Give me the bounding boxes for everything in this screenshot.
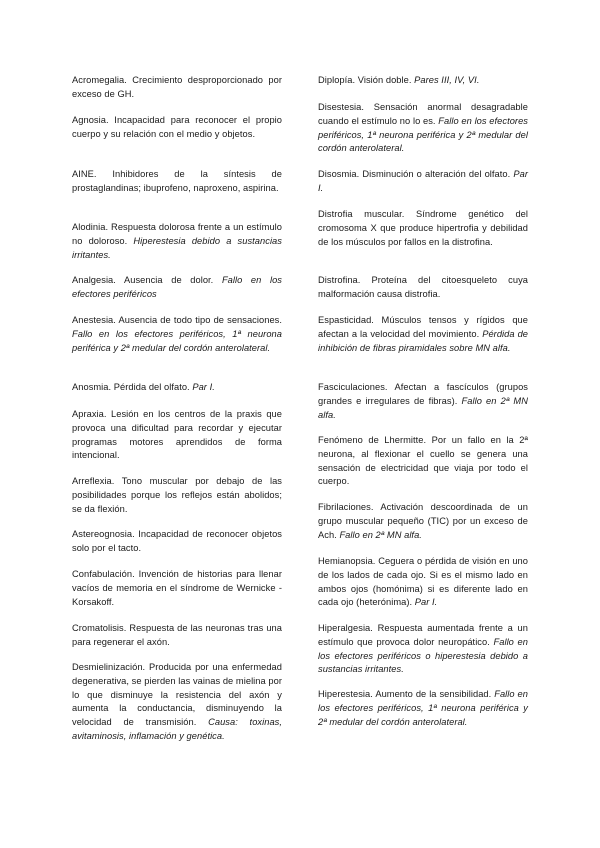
entry-astereognosia: Astereognosia. Incapacidad de reconocer objetos solo por el tacto. [72, 529, 282, 553]
entry-diplopia: Diplopía. Visión doble. Pares III, IV, VI. [318, 75, 480, 86]
entry-aine: AINE. Inhibidores de la síntesis de prostaglandinas; ibuprofeno, naproxeno, aspirina. [72, 169, 282, 193]
entry-confabulacion: Confabulación. Invención de historias para llenar vacíos de memoria en el síndrome de Wernicke - Korsakoff. [72, 569, 282, 607]
entry-cromatolisis: Cromatolisis. Respuesta de las neuronas tras una para regenerar el axón. [72, 623, 282, 647]
entry-apraxia: Apraxia. Lesión en los centros de la praxis que provoca una dificultad para recordar y ejecutar programas motores aprendidos de forma intencional. [72, 409, 282, 461]
entry-alodinia: Alodinia. Respuesta dolorosa frente a un estímulo no doloroso. Hiperestesia debido a sustancias irritantes. [72, 222, 282, 260]
entry-fenomeno-lhermitte: Fenómeno de Lhermitte. Por un fallo en la 2ª neurona, al flexionar el cuello se genera una sensación de electricidad que viaja por todo el cuerpo. [318, 435, 528, 487]
entry-disestesia: Disestesia. Sensación anormal desagradable cuando el estímulo no lo es. Fallo en los efectores periféricos, 1ª neurona periférica y 2ª medular del cordón anterolateral. [318, 102, 529, 154]
entry-disosmia: Disosmia. Disminución o alteración del olfato. Par I. [318, 169, 529, 193]
entry-desmielinizacion: Desmielinización. Producida por una enfermedad degenerativa, se pierden las vainas de mielina por lo que disminuye la resistencia del axón y aumenta la conductancia, disminuyendo la velocidad de transmisión. Causa: toxinas, avitaminosis, inflamación y genética. [72, 662, 282, 741]
entry-anestesia: Anestesia. Ausencia de todo tipo de sensaciones. Fallo en los efectores periféricos, 1ª neurona periférica y 2ª medular del cordón anterolateral. [72, 315, 282, 353]
entry-hiperestesia: Hiperestesia. Aumento de la sensibilidad. Fallo en los efectores periféricos, 1ª neurona periférica y 2ª medular del cordón anterolateral. [318, 689, 528, 727]
entry-anosmia: Anosmia. Pérdida del olfato. Par I. [72, 382, 215, 393]
entry-hemianopsia: Hemianopsia. Ceguera o pérdida de visión en uno de los lados de cada ojo. Si es el mismo lado en ambos ojos (homónima) si es diferente lado en cada ojo (heterónima). Par I. [318, 556, 528, 608]
entry-fibrilaciones: Fibrilaciones. Activación descoordinada de un grupo muscular pequeño (TIC) por un exceso de Ach. Fallo en 2ª MN alfa. [318, 502, 528, 540]
entry-agnosia: Agnosia. Incapacidad para reconocer el propio cuerpo y su relación con el medio y objetos. [72, 115, 282, 139]
entry-distrofia-muscular: Distrofia muscular. Síndrome genético del cromosoma X que produce hipertrofia y debilidad de los músculos por fallos en la distrofina. [318, 209, 528, 247]
entry-hiperalgesia: Hiperalgesia. Respuesta aumentada frente a un estímulo que provoca dolor neuropático. Fallo en los efectores periféricos o hiperestesia debido a sustancias irritantes. [318, 623, 528, 675]
entry-arreflexia: Arreflexia. Tono muscular por debajo de las posibilidades porque los reflejos están abolidos; se da flexión. [72, 476, 282, 514]
entry-analgesia: Analgesia. Ausencia de dolor. Fallo en los efectores periféricos [72, 275, 283, 299]
entry-espasticidad: Espasticidad. Músculos tensos y rígidos que afectan a la velocidad del movimiento. Pérdida de inhibición de fibras piramidales sobre MN alfa. [318, 315, 529, 353]
entry-distrofina: Distrofina. Proteína del citoesqueleto cuya malformación causa distrofia. [318, 275, 528, 299]
entry-fasciculaciones: Fasciculaciones. Afectan a fascículos (grupos grandes e irregulares de fibras). Fallo en 2ª MN alfa. [318, 382, 528, 420]
entry-acromegalia: Acromegalia. Crecimiento desproporcionado por exceso de GH. [72, 75, 282, 99]
